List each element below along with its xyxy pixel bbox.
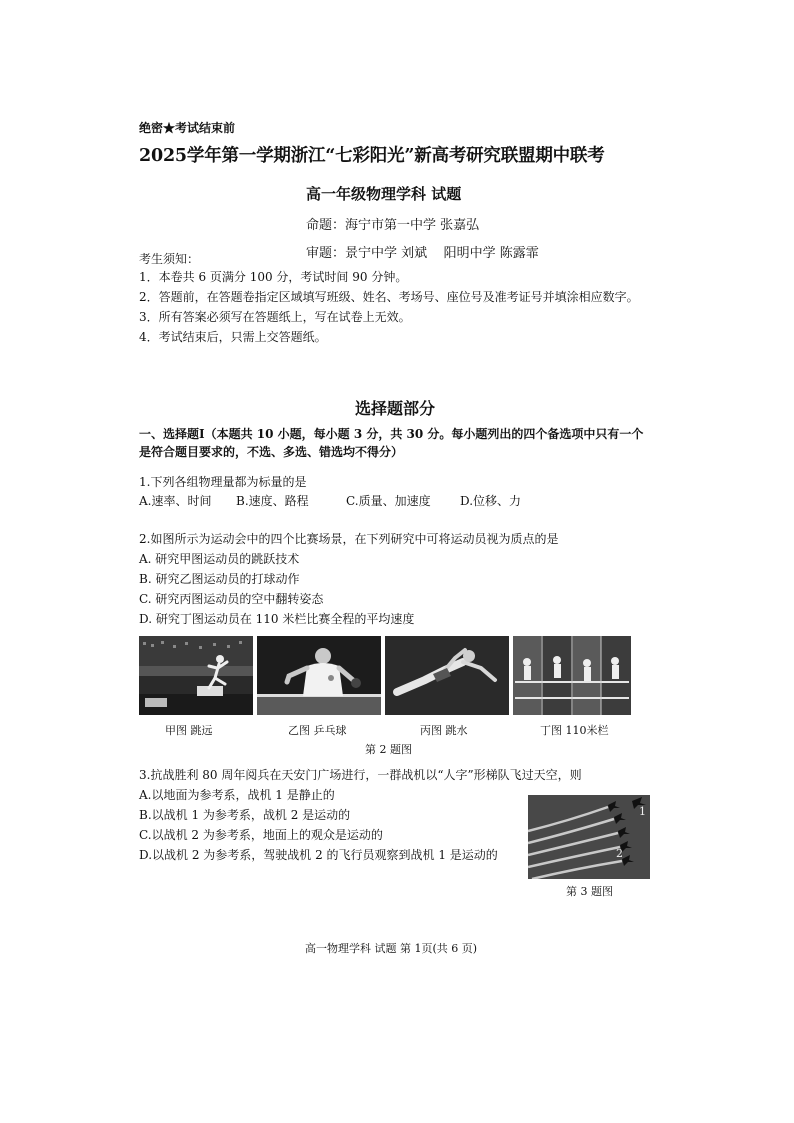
section-title: 选择题部分 bbox=[355, 399, 436, 418]
q2-option-a: A. 研究甲图运动员的跳跃技术 bbox=[139, 552, 300, 566]
q1-stem: 1.下列各组物理量都为标量的是 bbox=[139, 475, 307, 489]
q1-option-c: C.质量、加速度 bbox=[346, 494, 431, 508]
q1-option-b: B.速度、路程 bbox=[236, 494, 309, 508]
q3-figure-caption: 第 3 题图 bbox=[566, 885, 613, 898]
q3-option-d: D.以战机 2 为参考系，驾驶战机 2 的飞行员观察到战机 1 是运动的 bbox=[139, 848, 498, 862]
q3-stem: 3.抗战胜利 80 周年阅兵在天安门广场进行，一群战机以“人字”形梯队飞过天空，则 bbox=[139, 768, 582, 782]
photo-caption-bing: 丙图 跳水 bbox=[420, 724, 468, 737]
notice-title: 考生须知： bbox=[139, 252, 200, 266]
section-intro-line1: 一、选择题Ⅰ（本题共 10 小题，每小题 3 分，共 30 分。每小题列出的四个备选项中只有一个 bbox=[139, 427, 644, 441]
q2-option-d: D. 研究丁图运动员在 110 米栏比赛全程的平均速度 bbox=[139, 612, 415, 626]
fighter-jets-photo bbox=[528, 795, 650, 879]
jet-label-2: 2 bbox=[616, 847, 623, 860]
q3-option-a: A.以地面为参考系，战机 1 是静止的 bbox=[139, 788, 335, 802]
notice-item: 4．考试结束后，只需上交答题纸。 bbox=[139, 330, 327, 344]
subject-title: 高一年级物理学科 试题 bbox=[306, 185, 462, 203]
author-line: 命题：海宁市第一中学 张嘉弘 bbox=[306, 218, 480, 233]
q1-option-d: D.位移、力 bbox=[460, 494, 522, 508]
q2-option-b: B. 研究乙图运动员的打球动作 bbox=[139, 572, 300, 586]
photo-caption-ding: 丁图 110米栏 bbox=[540, 724, 609, 737]
q3-option-c: C.以战机 2 为参考系，地面上的观众是运动的 bbox=[139, 828, 383, 842]
q2-figure-caption: 第 2 题图 bbox=[365, 743, 412, 756]
reviewer-line: 审题：景宁中学 刘斌 阳明中学 陈露霏 bbox=[306, 246, 539, 261]
hurdles-photo bbox=[513, 636, 631, 715]
secret-mark: 绝密★考试结束前 bbox=[139, 121, 236, 135]
q2-stem: 2.如图所示为运动会中的四个比赛场景，在下列研究中可将运动员视为质点的是 bbox=[139, 532, 559, 546]
q3-option-b: B.以战机 1 为参考系，战机 2 是运动的 bbox=[139, 808, 351, 822]
jet-label-1: 1 bbox=[639, 805, 646, 818]
photo-caption-jia: 甲图 跳远 bbox=[165, 724, 213, 737]
notice-item: 3．所有答案必须写在答题纸上，写在试卷上无效。 bbox=[139, 310, 411, 324]
exam-title: 2025学年第一学期浙江“七彩阳光”新高考研究联盟期中联考 bbox=[139, 146, 605, 166]
diving-photo bbox=[385, 636, 509, 715]
notice-item: 2．答题前，在答题卷指定区域填写班级、姓名、考场号、座位号及准考证号并填涂相应数字。 bbox=[139, 290, 639, 304]
long-jump-photo bbox=[139, 636, 253, 715]
page-footer: 高一物理学科 试题 第 1页(共 6 页) bbox=[305, 942, 478, 955]
table-tennis-photo bbox=[257, 636, 381, 715]
photo-caption-yi: 乙图 乒乓球 bbox=[288, 724, 347, 737]
notice-item: 1．本卷共 6 页满分 100 分，考试时间 90 分钟。 bbox=[139, 270, 408, 284]
q2-option-c: C. 研究丙图运动员的空中翻转姿态 bbox=[139, 592, 324, 606]
q1-option-a: A.速率、时间 bbox=[139, 494, 212, 508]
section-intro-line2: 是符合题目要求的，不选、多选、错选均不得分） bbox=[139, 445, 404, 459]
